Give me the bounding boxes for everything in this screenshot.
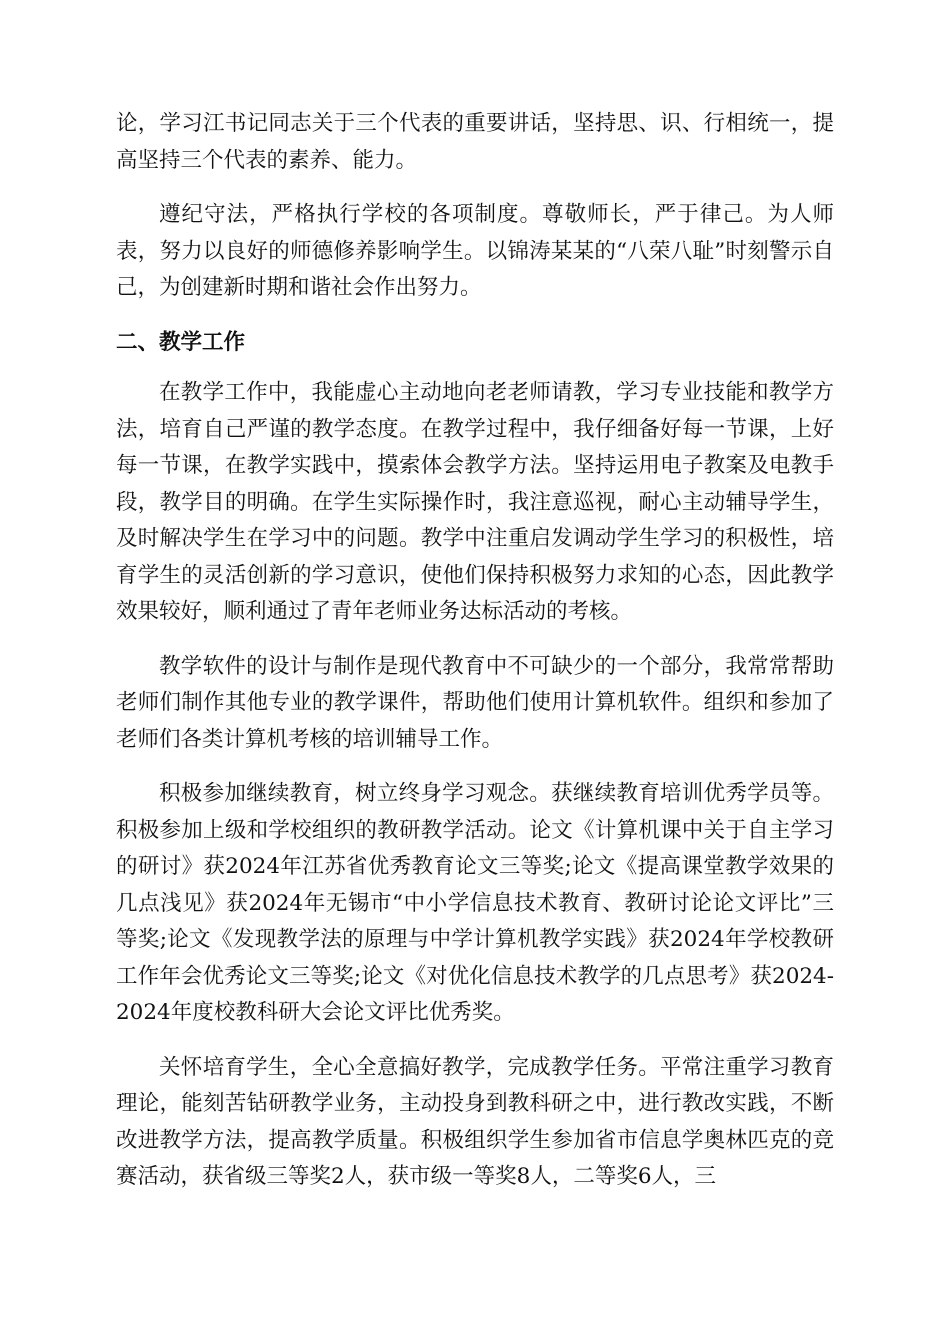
paragraph-student-care: 关怀培育学生，全心全意搞好教学，完成教学任务。平常注重学习教育理论，能刻苦钻研教学业务，主动投身到教科研之中，进行教改实践，不断改进教学方法，提高教学质量。积极组织学生参加省市信息学奥林匹克的竞赛活动，获省级三等奖2人，获市级一等奖8人，二等奖6人，三 [116,1054,834,1189]
section-heading-teaching: 二、教学工作 [116,329,246,355]
paragraph-continuation: 论，学习江书记同志关于三个代表的重要讲话，坚持思、识、行相统一，提高坚持三个代表的素养、能力。 [116,111,834,173]
paragraph-discipline: 遵纪守法，严格执行学校的各项制度。尊敬师长，严于律己。为人师表，努力以良好的师德修养影响学生。以锦涛某某的“八荣八耻”时刻警示自己，为创建新时期和谐社会作出努力。 [116,202,834,300]
document-body [116,106,834,1214]
paragraph-continuing-education: 积极参加继续教育，树立终身学习观念。获继续教育培训优秀学员等。积极参加上级和学校组织的教研教学活动。论文《计算机课中关于自主学习的研讨》获2024年江苏省优秀教育论文三等奖;论文《提高课堂教学效果的几点浅见》获2024年无锡市“中小学信息技术教育、教研讨论论文评比”三等奖;论文《发现教学法的原理与中学计算机教学实践》获2024年学校教研工作年会优秀论文三等奖;论文《对优化信息技术教学的几点思考》获2024-2024年度校教科研大会论文评比优秀奖。 [116,781,834,1025]
paragraph-software: 教学软件的设计与制作是现代教育中不可缺少的一个部分，我常常帮助老师们制作其他专业的教学课件，帮助他们使用计算机软件。组织和参加了老师们各类计算机考核的培训辅导工作。 [116,653,834,752]
paragraph-teaching-work: 在教学工作中，我能虚心主动地向老老师请教，学习专业技能和教学方法，培育自己严谨的教学态度。在教学过程中，我仔细备好每一节课，上好每一节课，在教学实践中，摸索体会教学方法。坚持运用电子教案及电教手段，教学目的明确。在学生实际操作时，我注意巡视，耐心主动辅导学生，及时解决学生在学习中的问题。教学中注重启发调动学生学习的积极性，培育学生的灵活创新的学习意识，使他们保持积极努力求知的心态，因此教学效果较好，顺利通过了青年老师业务达标活动的考核。 [116,380,834,624]
